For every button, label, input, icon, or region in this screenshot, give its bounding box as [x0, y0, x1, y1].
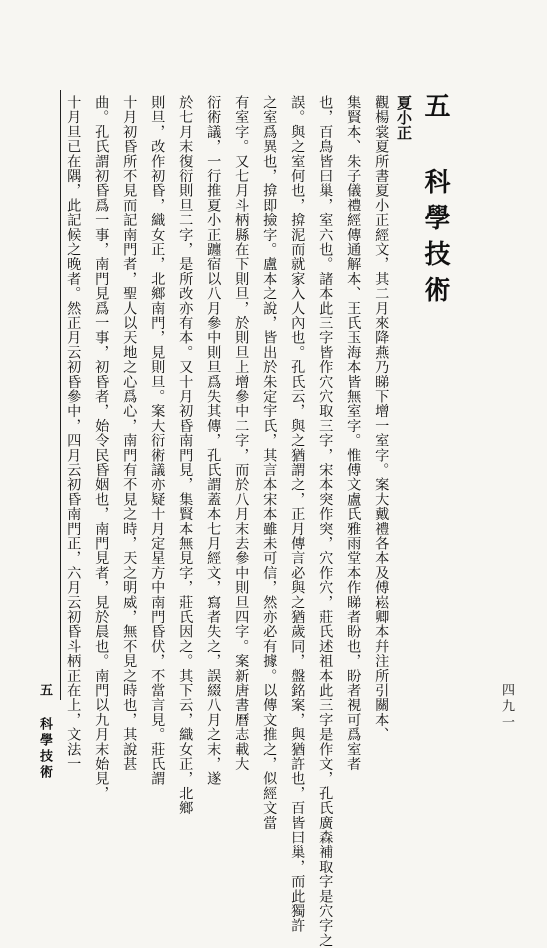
text-column: 於七月末復衍則旦二字，是所改亦有本。又十月初昏南門見，集賢本無見字，莊氏因之。其下云，織女正，北鄉 [177, 95, 194, 816]
text-column: 曲。孔氏謂初昏爲一事，南門見爲一事，初昏者，始令民昏姻也，南門見者，見於晨也。南門以九月末始見， [93, 95, 110, 801]
text-column: 十月旦已在隅，此記候之晚者。然正月云初昏參中，四月云初昏南門正，六月云初昏斗柄正在上，文法一 [65, 95, 82, 772]
text-column: 也，百鳥皆曰巢，室六也。諸本此三字皆作穴穴取三字，宋本突作突，穴作穴，莊氏述祖本此三字是作文，孔氏廣森補取字是穴字之 [317, 95, 334, 948]
page-number: 四九一 [499, 683, 514, 731]
text-column: 則旦，改作初昏，織女正，北鄉南門，見則旦。案大衍術議亦疑十月定星方中南門昏伏，不當言見。莊氏謂 [149, 95, 166, 786]
section-heading: 夏小正 [395, 95, 413, 140]
text-column: 集賢本、朱子儀禮經傳通解本、王氏玉海本皆無室字。惟傅文盧氏雅雨堂本作睇者盼也，盼者視可爲室者 [345, 95, 362, 772]
text-column: 衍術議，一行推夏小正躔宿以八月參中則旦爲失其傳，孔氏謂蓋本七月經文，寫者失之，誤綴八月之末，遂 [205, 95, 222, 786]
chapter-title: 五 科學技術 [420, 92, 450, 312]
running-head: 五 科學技術 [37, 683, 52, 781]
column-rule [60, 90, 61, 700]
text-column: 有室字。又七月斗柄縣在下則旦，於則旦上增參中二字，而於八月末去參中則旦四字。案新唐書曆志載大 [233, 95, 250, 772]
text-column: 十月初昏所不見而記南門者，聖人以天地之心爲心，南門有不見之時，天之明威，無不見之時也，其說甚 [121, 95, 138, 772]
text-column: 之室爲異也，揜即撿字。盧本之說，皆出於朱定宇氏，其言本宋本雖未可信，然亦必有據。以傳文推之，似經文當 [261, 95, 278, 830]
text-column: 誤。與之室何也，揜泥而就家入人內也。孔氏云，與之猶謂之，正月傳言必與之猶歲同，盤銘案，與猶許也，百皆曰巢，而此獨許 [289, 95, 306, 933]
text-column: 觀楊裳夏所書夏小正經文，其二月來降燕乃睇下增一室字。案大戴禮各本及傅崧卿本幷注所引關本、 [373, 95, 390, 742]
